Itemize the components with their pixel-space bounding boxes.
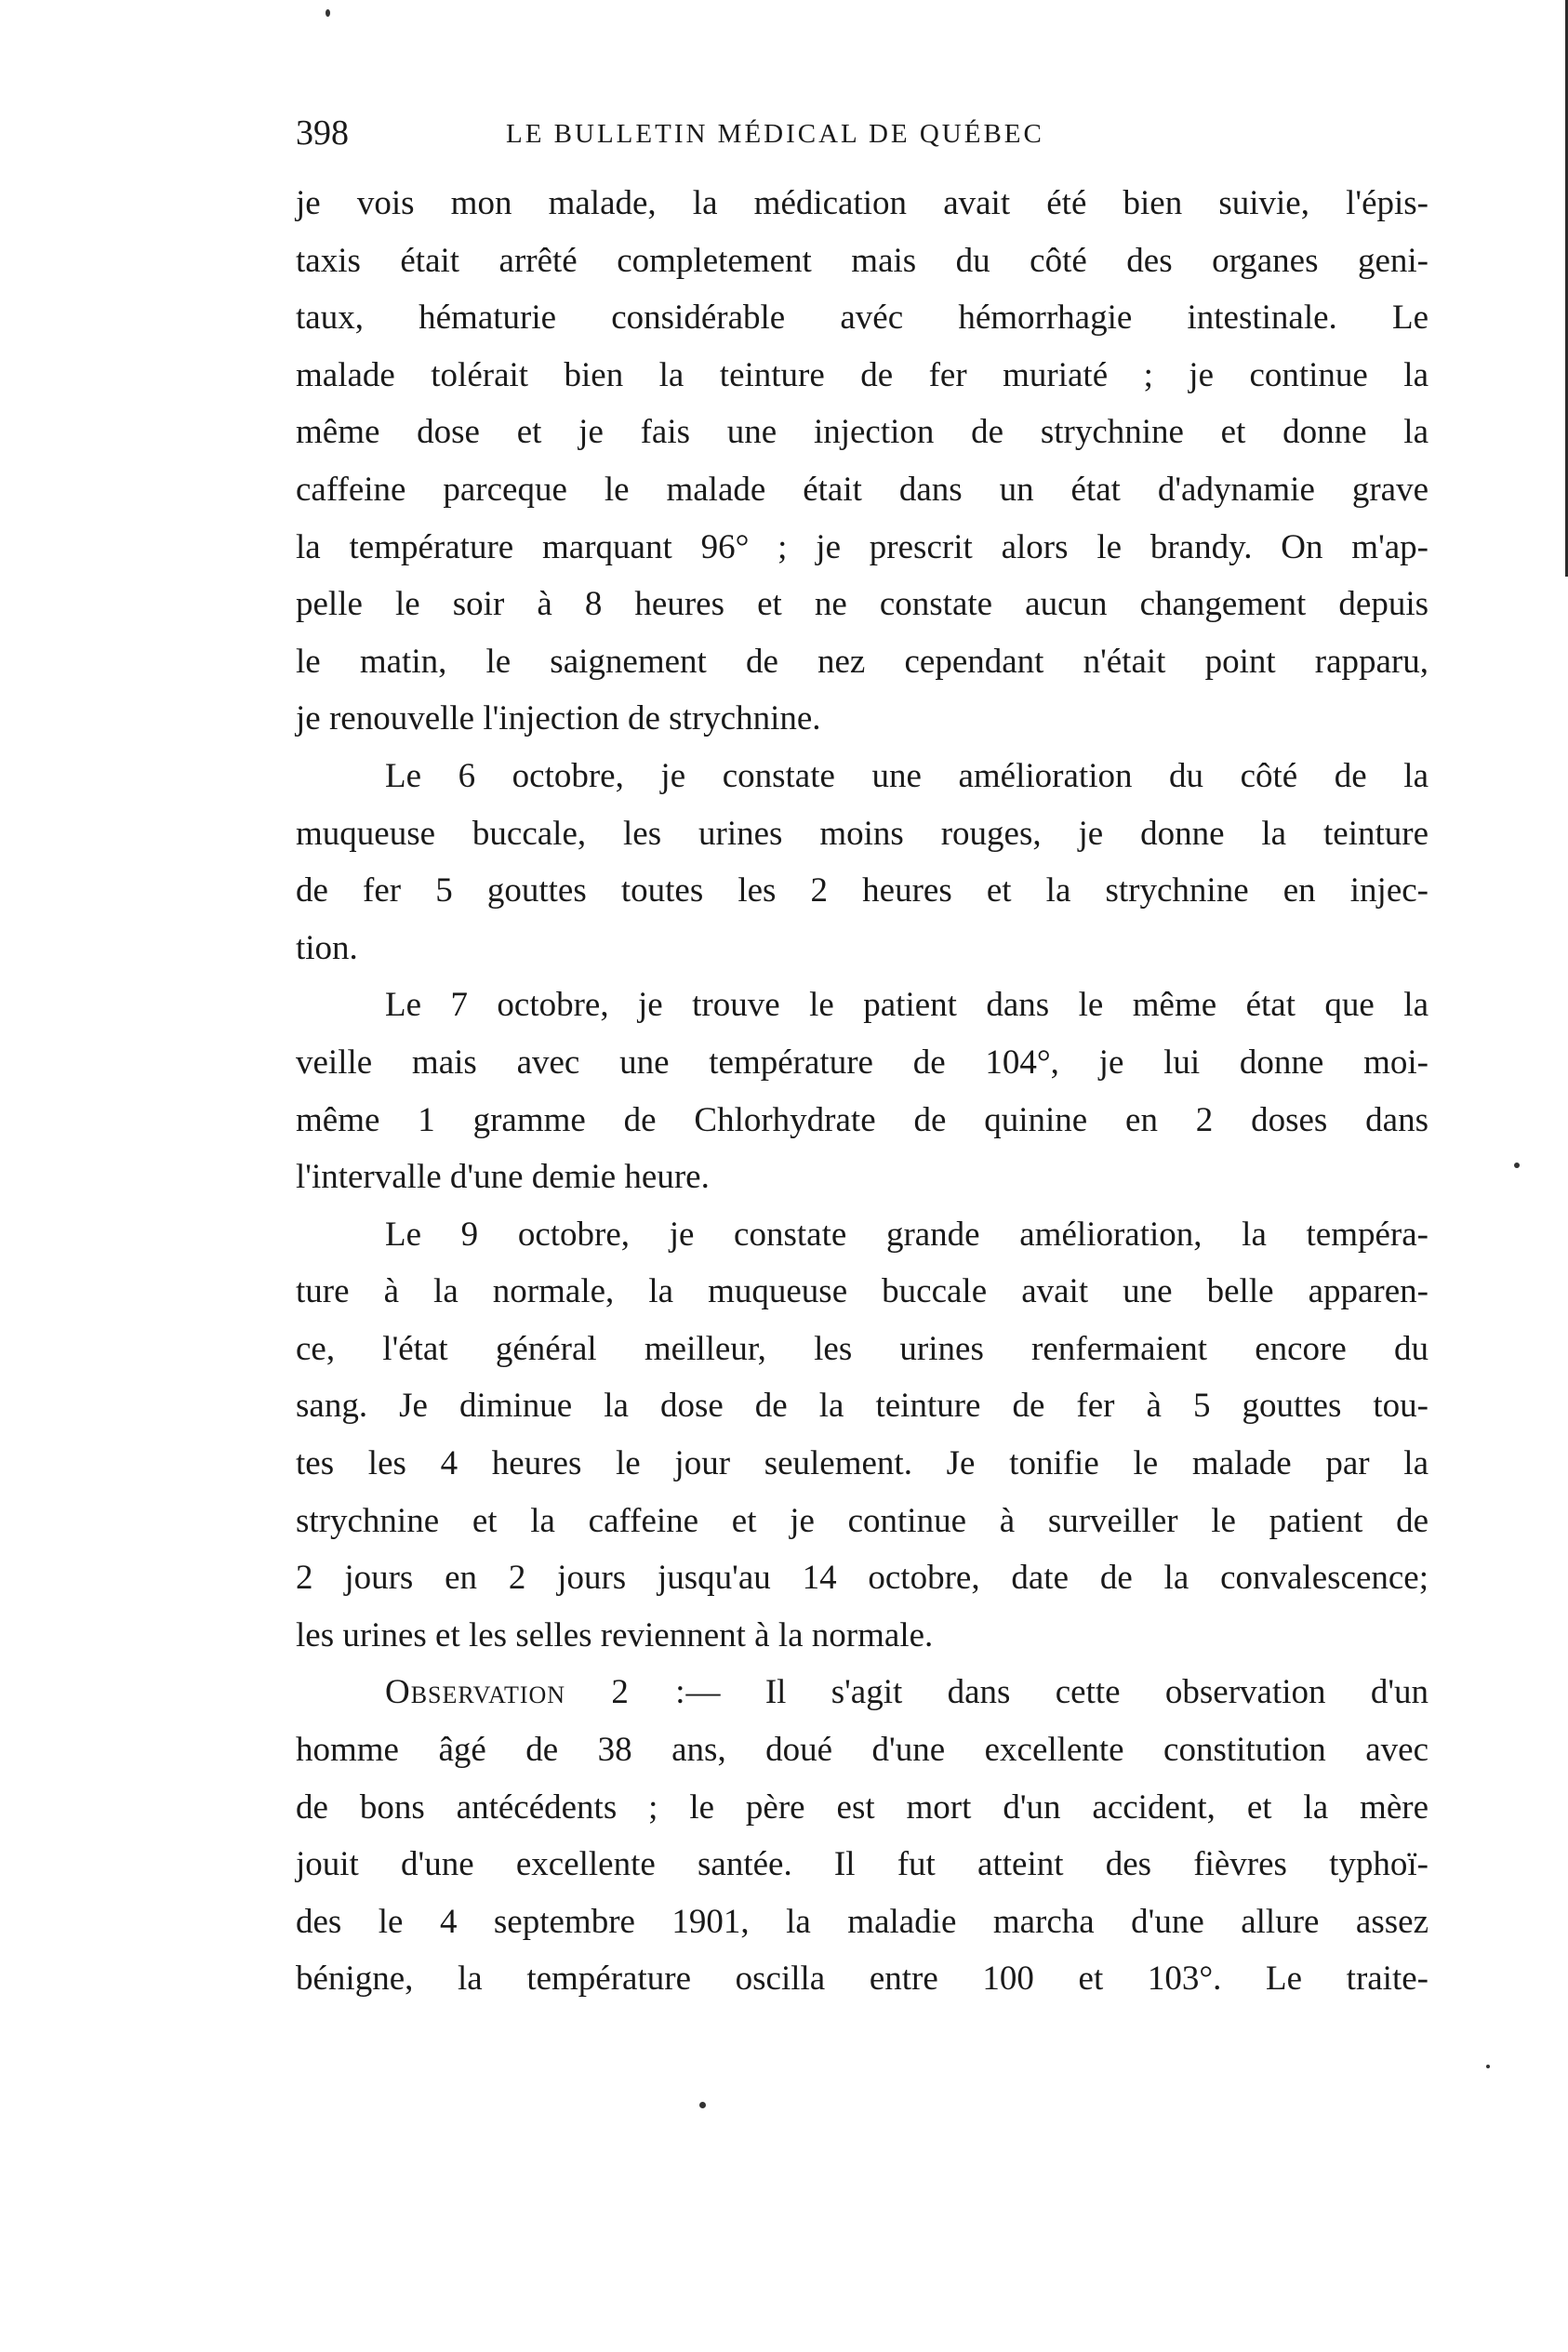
observation-text: — Il s'agit dans cette observation d'un	[685, 1673, 1428, 1712]
print-speck	[1514, 1163, 1520, 1168]
text-line: Le 9 octobre, je constate grande amélioration, la tempéra-	[385, 1215, 1428, 1254]
text-line: des le 4 septembre 1901, la maladie marcha d'une allure assez	[296, 1902, 1428, 1941]
observation-label: Observation 2 :	[385, 1673, 686, 1712]
journal-title: LE BULLETIN MÉDICAL DE QUÉBEC	[506, 119, 1044, 149]
running-head	[296, 110, 1189, 156]
text-line: caffeine parceque le malade était dans un état d'adynamie grave	[296, 470, 1428, 509]
text-line: l'intervalle d'une demie heure.	[296, 1158, 710, 1197]
text-line: je vois mon malade, la médication avait été bien suivie, l'épis-	[296, 184, 1428, 222]
text-line: je renouvelle l'injection de strychnine.	[296, 699, 821, 738]
text-line: Le 7 octobre, je trouve le patient dans le même état que la	[385, 986, 1428, 1025]
text-line: de bons antécédents ; le père est mort d'un accident, et la mère	[296, 1787, 1428, 1827]
text-line: les urines et les selles reviennent à la normale.	[296, 1615, 934, 1654]
text-line: sang. Je diminue la dose de la teinture de fer à 5 gouttes tou-	[296, 1387, 1428, 1426]
text-line: ture à la normale, la muqueuse buccale avait une belle apparen-	[296, 1272, 1428, 1311]
text-line: 2 jours en 2 jours jusqu'au 14 octobre, date de la convalescence;	[296, 1559, 1428, 1598]
text-line: de fer 5 gouttes toutes les 2 heures et la strychnine en injec-	[296, 871, 1428, 910]
print-speck	[699, 2102, 706, 2108]
text-line: jouit d'une excellente santée. Il fut atteint des fièvres typhoï-	[296, 1845, 1428, 1884]
text-line: tion.	[296, 928, 358, 967]
text-line: le matin, le saignement de nez cependant n'était point rapparu,	[296, 642, 1428, 681]
text-line: taxis était arrêté completement mais du côté des organes geni-	[296, 241, 1428, 280]
text-line: tes les 4 heures le jour seulement. Je tonifie le malade par la	[296, 1444, 1428, 1483]
text-line: veille mais avec une température de 104°, je lui donne moi-	[296, 1043, 1428, 1082]
text-line: même 1 gramme de Chlorhydrate de quinine en 2 doses dans	[296, 1100, 1428, 1139]
text-line: malade tolérait bien la teinture de fer muriaté ; je continue la	[296, 355, 1428, 394]
text-line: ce, l'état général meilleur, les urines renfermaient encore du	[296, 1329, 1428, 1368]
observation-line	[296, 1664, 1428, 1721]
page-number: 398	[296, 113, 349, 153]
text-line: Le 6 octobre, je constate une amélioration du côté de la	[385, 756, 1428, 795]
text-line: même dose et je fais une injection de strychnine et donne la	[296, 413, 1428, 452]
text-line: homme âgé de 38 ans, doué d'une excellente constitution avec	[296, 1731, 1428, 1770]
print-speck	[1486, 2065, 1490, 2068]
print-speck	[326, 9, 330, 17]
text-line: pelle le soir à 8 heures et ne constate aucun changement depuis	[296, 585, 1428, 624]
text-line: la température marquant 96° ; je prescrit alors le brandy. On m'ap-	[296, 527, 1428, 566]
text-line: strychnine et la caffeine et je continue à surveiller le patient de	[296, 1501, 1428, 1540]
text-line: bénigne, la température oscilla entre 100 et 103°. Le traite-	[296, 1960, 1428, 1999]
text-line: muqueuse buccale, les urines moins rouges, je donne la teinture	[296, 814, 1428, 853]
text-line: taux, hématurie considérable avéc hémorrhagie intestinale. Le	[296, 299, 1428, 338]
article-text	[296, 175, 1428, 2008]
